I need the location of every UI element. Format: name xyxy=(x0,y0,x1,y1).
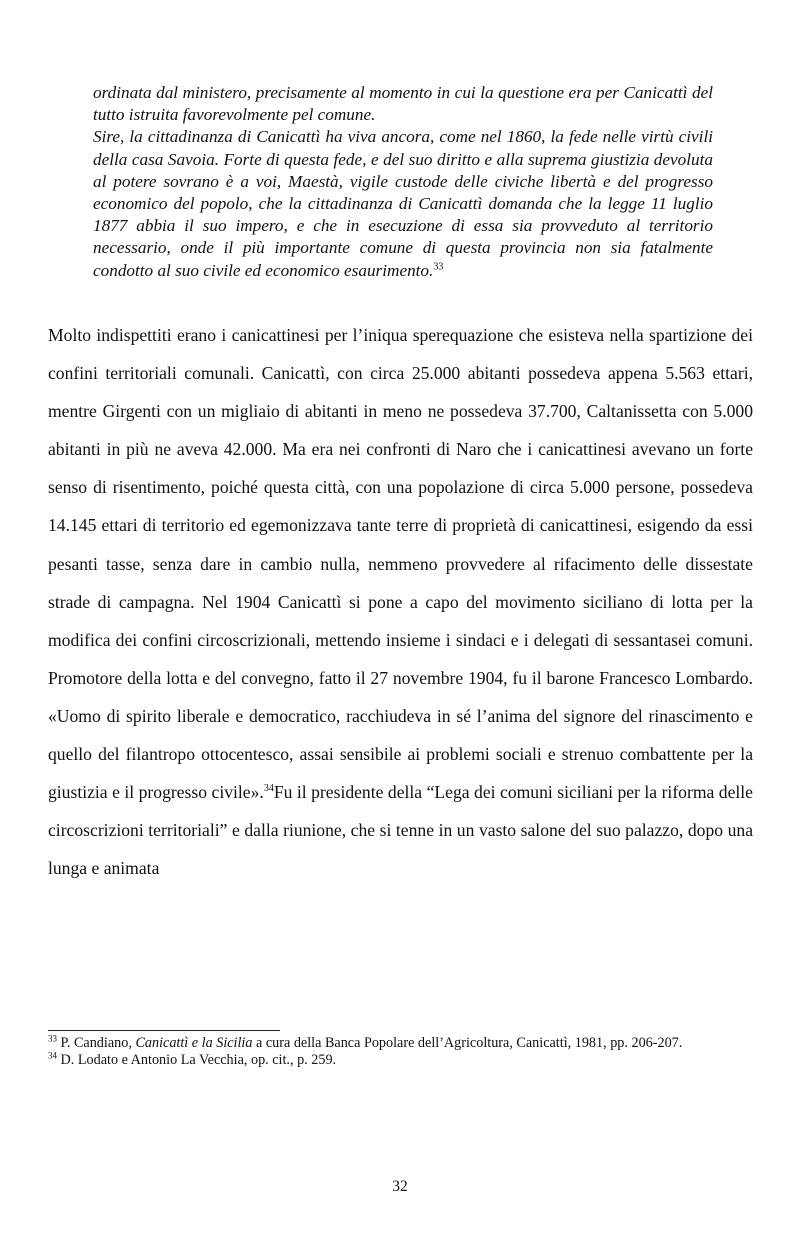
footnote-number-33: 33 xyxy=(48,1033,57,1044)
quote-text-2: Sire, la cittadinanza di Canicattì ha viva ancora, come nel 1860, la fede nelle virtù civili della casa Savoia. Forte di questa fede, e del suo diritto e alla suprema giustizia devoluta al potere sovrano è a voi, Maestà, vigile custode delle civiche libertà e del progresso economico del popolo, che la cittadinanza di Canicattì domanda che la legge 11 luglio 1877 abbia il suo impero, e che in esecuzione di essa sia provveduto al territorio necessario, onde il più importante comune di questa provincia non sia fatalmente condotto al suo civile ed economico esaurimento. xyxy=(93,127,713,280)
quote-paragraph-1 xyxy=(93,82,713,126)
body-paragraph xyxy=(48,316,753,887)
footnote-33-title: Canicattì e la Sicilia xyxy=(135,1035,253,1051)
footnote-34 xyxy=(48,1049,753,1069)
footnote-ref-33[interactable]: 33 xyxy=(433,260,444,272)
footnote-number-34: 34 xyxy=(48,1049,57,1060)
footnote-33-before: P. Candiano, xyxy=(60,1035,136,1051)
body-text-part-1: Molto indispettiti erano i canicattinesi per l’iniqua sperequazione che esisteva nella spartizione dei confini territoriali comunali. Canicattì, con circa 25.000 abitanti possedeva appena 5.563 ettari, mentre Girgenti con un migliaio di abitanti in meno ne possedeva 37.700, Caltanissetta con 5.000 abitanti in più ne aveva 42.000. Ma era nei confronti di Naro che i canicattinesi avevano un forte senso di risentimento, poiché questa città, con una popolazione di circa 5.000 persone, possedeva 14.145 ettari di territorio ed egemonizzava tante terre di proprietà di canicattinesi, esigendo da essi pesanti tasse, senza dare in cambio nulla, nemmeno provvedere al rifacimento delle dissestate strade di campagna. Nel 1904 Canicattì si pone a capo del movimento siciliano di lotta per la modifica dei confini circoscrizionali, mettendo insieme i sindaci e i delegati di sessantasei comuni. Promotore della lotta e del convegno, fatto il 27 novembre 1904, fu il barone Francesco Lombardo. «Uomo di spirito liberale e democratico, racchiudeva in sé l’anima del signore del rinascimento e quello del filantropo ottocentesco, assai sensibile ai problemi sociali e strenuo combattente per la giustizia e il progresso civile». xyxy=(48,325,753,803)
footnote-33-after: a cura della Banca Popolare dell’Agricoltura, Canicattì, 1981, pp. 206-207. xyxy=(252,1035,683,1051)
page-number: 32 xyxy=(392,1178,408,1195)
body-text xyxy=(48,316,753,887)
body-text-part-2: Fu il presidente della “Lega dei comuni siciliani per la riforma delle circoscrizioni territoriali” e dalla riunione, che si tenne in un vasto salone del suo palazzo, dopo una lunga e animata xyxy=(48,782,753,879)
footnote-33 xyxy=(48,1035,753,1052)
footnote-separator xyxy=(48,1030,280,1031)
quote-text-1: ordinata dal ministero, precisamente al momento in cui la questione era per Canicattì del tutto istruita favorevolmente pel comune. xyxy=(93,83,713,125)
quote-paragraph-2 xyxy=(93,126,713,281)
footnote-34-text: D. Lodato e Antonio La Vecchia, op. cit., p. 259. xyxy=(60,1051,337,1068)
footnotes xyxy=(48,1035,753,1068)
footnote-ref-34[interactable]: 34 xyxy=(263,783,274,795)
block-quote xyxy=(93,82,713,282)
